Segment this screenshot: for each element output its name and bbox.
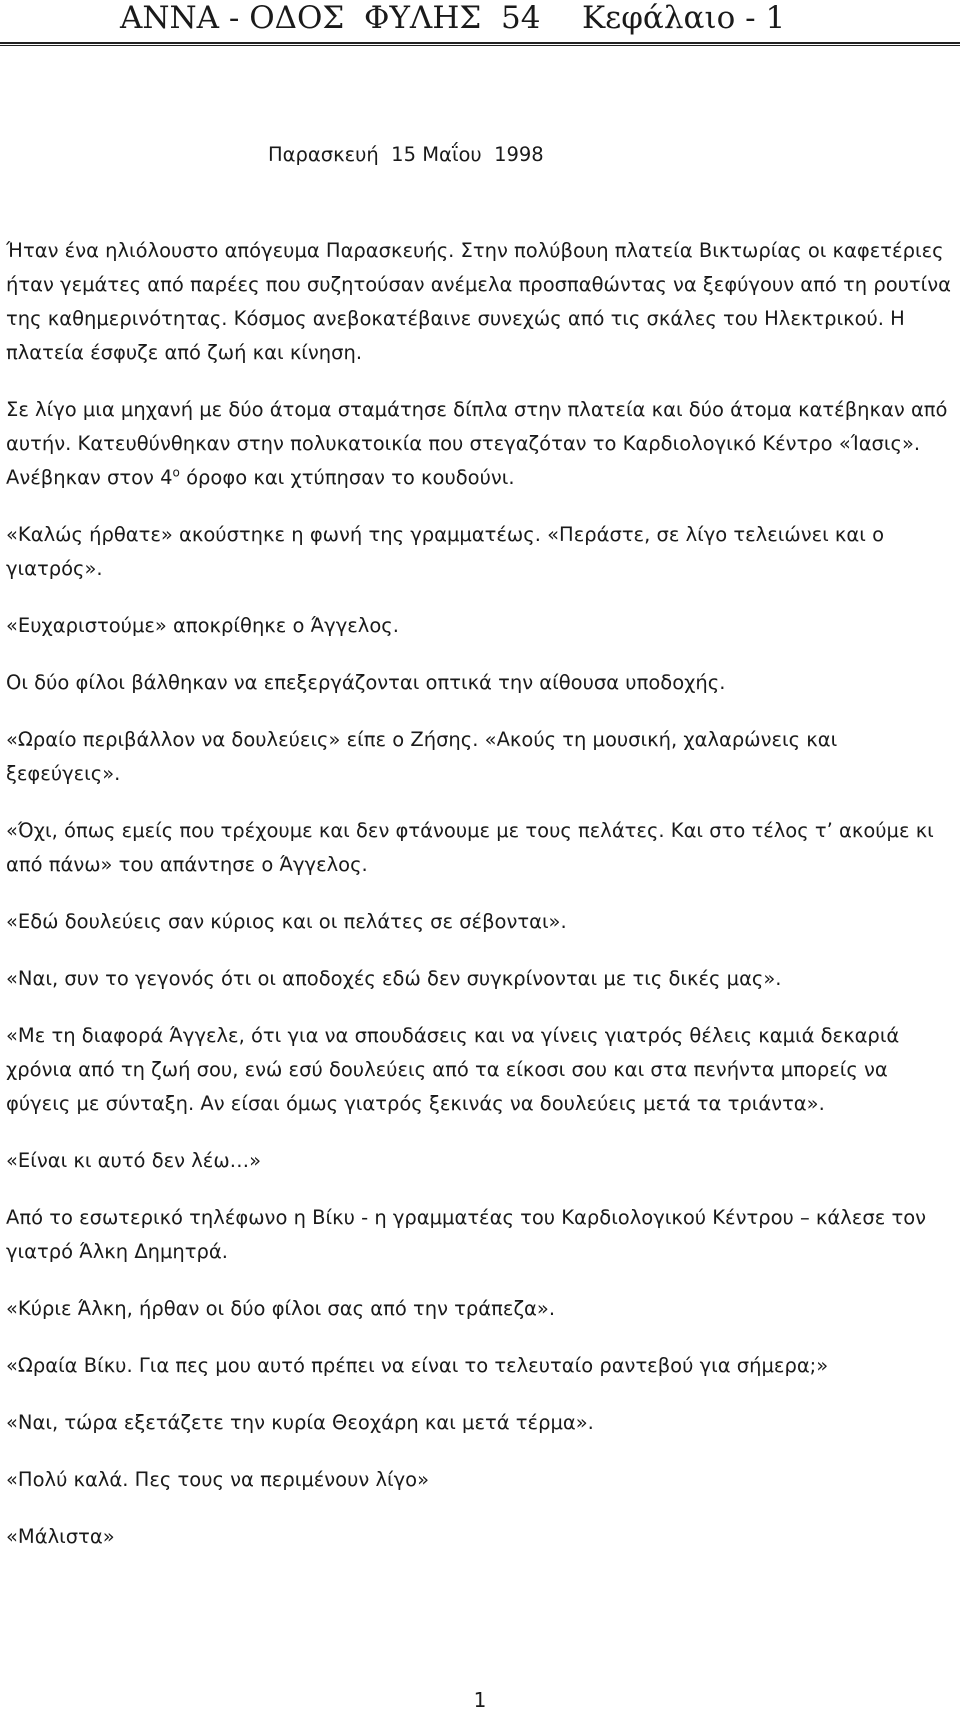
document-body xyxy=(6,138,956,1577)
paragraph-10: «Με τη διαφορά Άγγελε, ότι για να σπουδάσεις και να γίνεις γιατρός θέλεις καμιά δεκαριά χρόνια από τη ζωή σου, ενώ εσύ δουλεύεις από τα είκοσι σου και στα πενήντα μπορείς να φύγεις με σύνταξη. Αν είσαι όμως γιατρός ξεκινάς να δουλεύεις μετά τα τριάντα». xyxy=(6,1024,900,1115)
paragraph-14: «Ωραία Βίκυ. Για πες μου αυτό πρέπει να είναι το τελευταίο ραντεβού για σήμερα;» xyxy=(6,1354,829,1377)
paragraph-7: «Όχι, όπως εμείς που τρέχουμε και δεν φτάνουμε με τους πελάτες. Και στο τέλος τ’ ακούμε κι από πάνω» του απάντησε ο Άγγελος. xyxy=(6,819,934,876)
header-divider xyxy=(0,42,960,46)
header-chapter: Κεφάλαιο - 1 xyxy=(582,0,786,36)
paragraph-3: «Καλώς ήρθατε» ακούστηκε η φωνή της γραμματέως. «Περάστε, σε λίγο τελειώνει και ο γιατρός». xyxy=(6,523,884,580)
paragraph-4: «Ευχαριστούμε» αποκρίθηκε ο Άγγελος. xyxy=(6,614,399,637)
paragraph-13: «Κύριε Άλκη, ήρθαν οι δύο φίλοι σας από την τράπεζα». xyxy=(6,1297,556,1320)
paragraph-2-text: Σε λίγο μια μηχανή με δύο άτομα σταμάτησε δίπλα στην πλατεία και δύο άτομα κατέβηκαν από αυτήν. Κατευθύνθηκαν στην πολυκατοικία που στεγαζόταν το Καρδιολογικό Κέντρο «Ίασις». Ανέβηκαν στον 4 xyxy=(6,398,948,489)
paragraph-17: «Μάλιστα» xyxy=(6,1525,115,1548)
running-header xyxy=(0,0,960,40)
paragraph-2-tail: όροφο και χτύπησαν το κουδούνι. xyxy=(179,466,515,489)
paragraph-12: Από το εσωτερικό τηλέφωνο η Βίκυ - η γραμματέας του Καρδιολογικού Κέντρου – κάλεσε τον γιατρό Άλκη Δημητρά. xyxy=(6,1206,927,1263)
paragraph-1: Ήταν ένα ηλιόλουστο απόγευμα Παρασκευής. Στην πολύβουη πλατεία Βικτωρίας οι καφετέριες ήταν γεμάτες από παρέες που συζητούσαν ανέμελα προσπαθώντας να ξεφύγουν από τη ρουτίνα της καθημερινότητας. Κόσμος ανεβοκατέβαινε συνεχώς από τις σκάλες του Ηλεκτρικού. Η πλατεία έσφυζε από ζωή και κίνηση. xyxy=(6,239,952,364)
paragraph-11: «Είναι κι αυτό δεν λέω…» xyxy=(6,1149,262,1172)
paragraph-8: «Εδώ δουλεύεις σαν κύριος και οι πελάτες σε σέβονται». xyxy=(6,910,567,933)
page-number: 1 xyxy=(473,1688,487,1712)
paragraph-16: «Πολύ καλά. Πες τους να περιμένουν λίγο» xyxy=(6,1468,430,1491)
paragraph-6: «Ωραίο περιβάλλον να δουλεύεις» είπε ο Ζήσης. «Ακούς τη μουσική, χαλαρώνεις και ξεφεύγεις». xyxy=(6,728,838,785)
paragraph-9: «Ναι, συν το γεγονός ότι οι αποδοχές εδώ δεν συγκρίνονται με τις δικές μας». xyxy=(6,967,782,990)
paragraph-15: «Ναι, τώρα εξετάζετε την κυρία Θεοχάρη και μετά τέρμα». xyxy=(6,1411,594,1434)
dateline: Παρασκευή 15 Μαΐου 1998 xyxy=(268,143,544,166)
paragraph-2 xyxy=(6,393,956,495)
paragraph-5: Οι δύο φίλοι βάλθηκαν να επεξεργάζονται οπτικά την αίθουσα υποδοχής. xyxy=(6,671,726,694)
floor-ordinal-superscript: ο xyxy=(172,465,180,480)
header-title: ΑΝΝΑ - ΟΔΟΣ ΦΥΛΗΣ 54 xyxy=(120,0,541,36)
